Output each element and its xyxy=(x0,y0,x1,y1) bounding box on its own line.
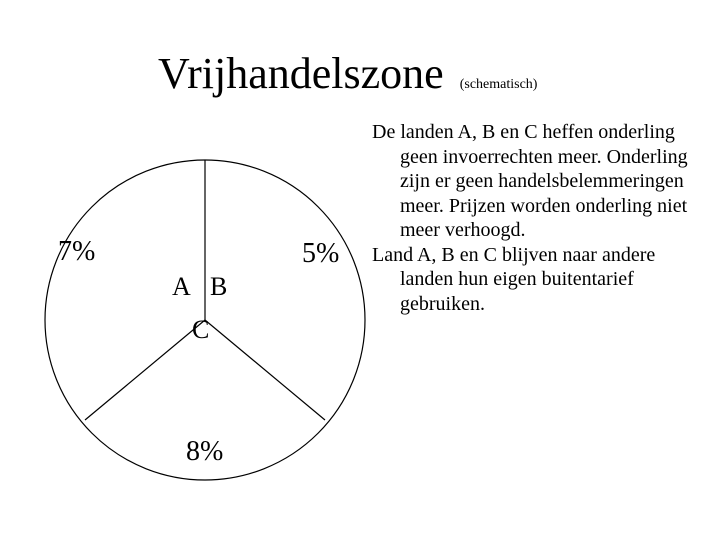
country-label-b: B xyxy=(210,272,228,301)
page-title: Vrijhandelszone xyxy=(158,49,444,98)
tariff-label-country-b: 5% xyxy=(302,238,340,269)
tariff-label-country-c: 8% xyxy=(186,436,224,467)
country-label-c: C xyxy=(192,315,210,344)
country-label-a: A xyxy=(172,272,191,301)
divider-bottom-left xyxy=(85,320,205,420)
explanation-paragraph-internal: De landen A, B en C heffen onderling geen invoerrechten meer. Onderling zijn er geen handelsbelemmeringen meer. Prijzen worden onderling niet meer verhoogd. xyxy=(372,121,688,241)
tariff-label-country-a: 7% xyxy=(58,236,96,267)
divider-bottom-right xyxy=(205,320,325,420)
explanation-text xyxy=(372,120,712,316)
page-subtitle: (schematisch) xyxy=(459,77,538,92)
explanation-paragraph-external: Land A, B en C blijven naar andere landen hun eigen buitentarief gebruiken. xyxy=(372,243,656,315)
